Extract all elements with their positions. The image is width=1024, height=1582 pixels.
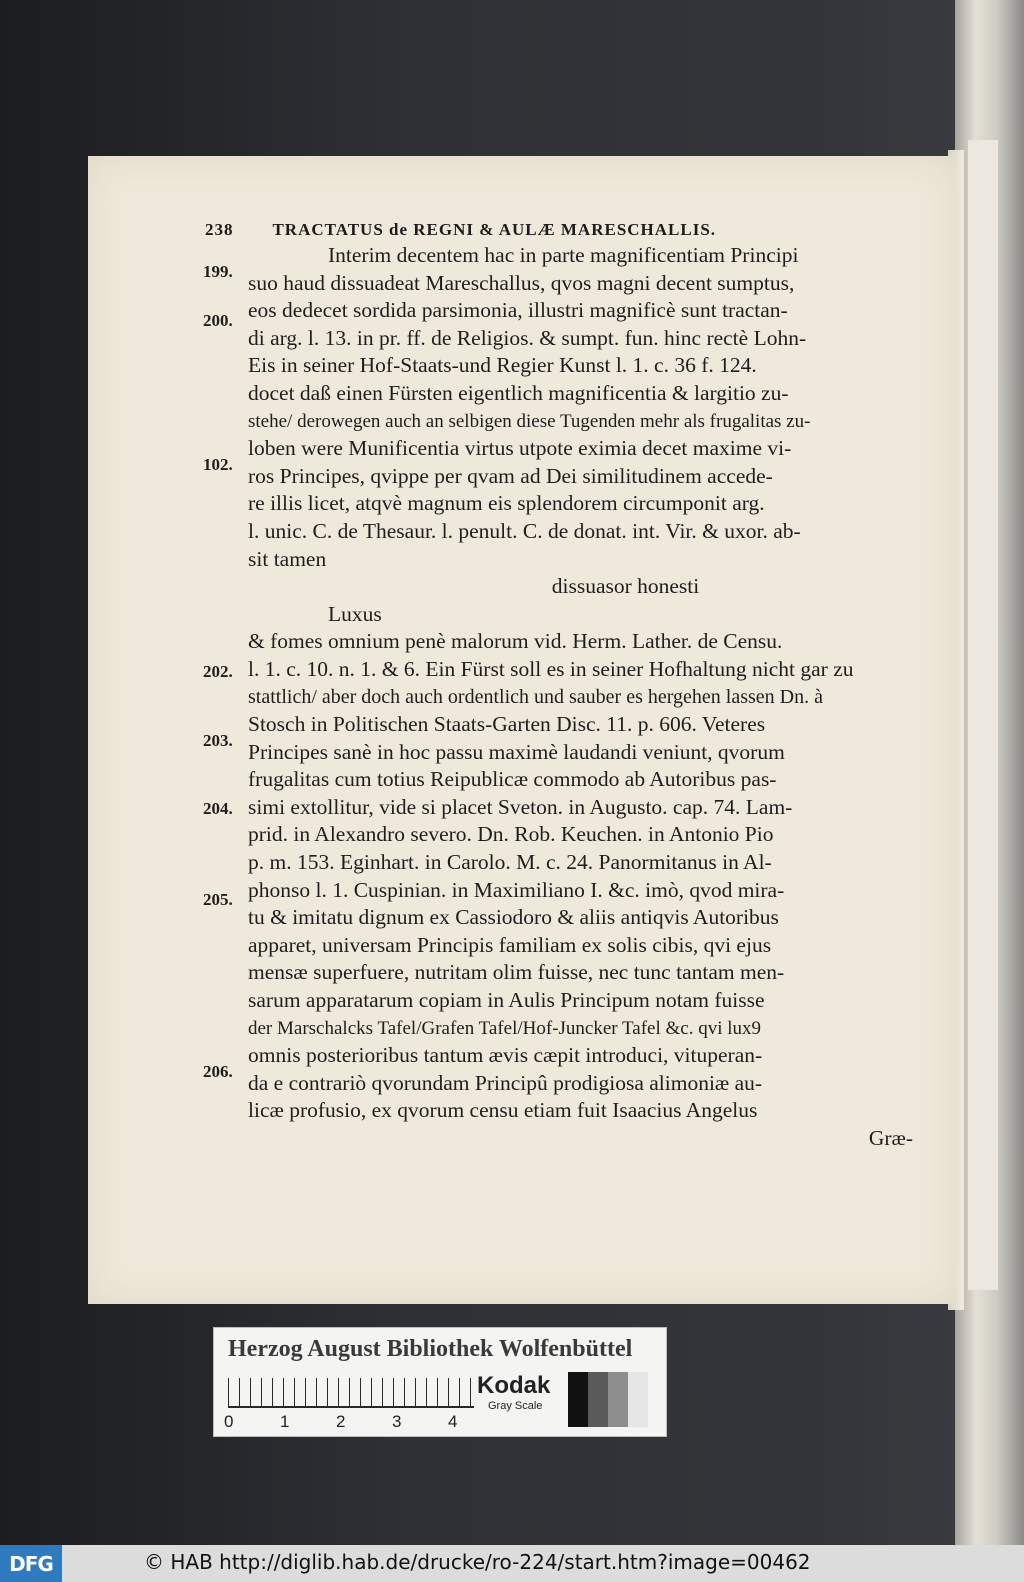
text-line: mensæ superfuere, nutritam olim fuisse, nec tunc tantam men- (248, 960, 785, 985)
text-line: ros Principes, qvippe per qvam ad Dei similitudinem accede- (248, 463, 773, 488)
text-line: der Marschalcks Tafel/Grafen Tafel/Hof-Juncker Tafel &c. qvi lux9 (248, 1017, 762, 1039)
text-line: sarum apparatarum copiam in Aulis Principum notam fuisse (248, 988, 765, 1013)
margin-number: 203. (203, 731, 233, 750)
catchword: Græ- (868, 1126, 913, 1150)
ruler-scale (228, 1378, 474, 1408)
ruler-number: 3 (392, 1412, 402, 1431)
text-line: p. m. 153. Eginhart. in Carolo. M. c. 24. Panormitanus in Al- (248, 850, 772, 875)
gray-patch (568, 1372, 588, 1427)
text-line: prid. in Alexandro severo. Dn. Rob. Keuchen. in Antonio Pio (248, 822, 774, 847)
footer-bar (0, 1545, 1024, 1582)
margin-number: 102. (203, 455, 233, 474)
text-line: eos dedecet sordida parsimonia, illustri magnificè sunt tractan- (248, 298, 788, 323)
gray-patch (588, 1372, 608, 1427)
kodak-subtitle: Gray Scale (488, 1400, 543, 1412)
margin-number: 205. (203, 890, 233, 909)
book-page-edge (968, 140, 998, 1290)
text-line: stehe/ derowegen auch an selbigen diese Tugenden mehr als frugalitas zu- (248, 410, 811, 432)
text-line: docet daß einen Fürsten eigentlich magnificentia & largitio zu- (248, 380, 789, 405)
margin-number: 204. (203, 799, 233, 818)
body-text (248, 242, 913, 1153)
text-line: Principes sanè in hoc passu maximè laudandi veniunt, qvorum (248, 739, 785, 764)
text-line: suo haud dissuadeat Mareschallus, qvos magni decent sumptus, (248, 270, 795, 295)
margin-number: 200. (203, 311, 233, 330)
kodak-logo: Kodak (477, 1372, 551, 1399)
text-line: Luxus (328, 601, 382, 626)
page-number: 238 (205, 220, 234, 239)
library-name: Herzog August Bibliothek Wolfenbüttel (228, 1336, 633, 1362)
text-line: licæ profusio, ex qvorum censu etiam fuit Isaacius Angelus (248, 1098, 758, 1123)
gray-patch (608, 1372, 628, 1427)
text-line: simi extollitur, vide si placet Sveton. in Augusto. cap. 74. Lam- (248, 794, 793, 819)
dfg-logo[interactable]: DFG (0, 1545, 62, 1582)
ruler-numbers (224, 1412, 484, 1432)
text-line: stattlich/ aber doch auch ordentlich und sauber es hergehen lassen Dn. à (248, 685, 823, 708)
text-line: & fomes omnium penè malorum vid. Herm. Lather. de Censu. (248, 629, 783, 654)
ruler-number: 1 (280, 1412, 290, 1431)
library-color-card (213, 1327, 667, 1437)
text-line: da e contrariò qvorundam Principû prodigiosa alimoniæ au- (248, 1070, 763, 1095)
running-head-title: TRACTATUS de REGNI & AULÆ MARESCHALLIS. (272, 220, 717, 239)
text-line: omnis posterioribus tantum ævis cæpit introduci, vituperan- (248, 1043, 763, 1068)
gray-patch (628, 1372, 648, 1427)
margin-number: 199. (203, 262, 233, 281)
margin-number: 206. (203, 1062, 233, 1081)
text-line: Eis in seiner Hof-Staats-und Regier Kunst l. 1. c. 36 f. 124. (248, 353, 757, 378)
text-line: l. unic. C. de Thesaur. l. penult. C. de donat. int. Vir. & uxor. ab- (248, 518, 801, 543)
text-line: loben were Munificentia virtus utpote eximia decet maxime vi- (248, 436, 792, 461)
text-line: Stosch in Politischen Staats-Garten Disc. 11. p. 606. Veteres (248, 712, 766, 737)
text-line: Interim decentem hac in parte magnificentiam Principi (328, 243, 799, 267)
ruler-number: 2 (336, 1412, 346, 1431)
gray-scale-patches (568, 1372, 648, 1427)
text-line: di arg. l. 13. in pr. ff. de Religios. & sumpt. fun. hinc rectè Lohn- (248, 325, 807, 350)
text-line: tu & imitatu dignum ex Cassiodoro & aliis antiqvis Autoribus (248, 905, 779, 930)
margin-number: 202. (203, 662, 233, 681)
text-line: phonso l. 1. Cuspinian. in Maximiliano I. &c. imò, qvod mira- (248, 877, 785, 902)
text-line: sit tamen (248, 546, 327, 571)
text-line: apparet, universam Principis familiam ex solis cibis, qvi ejus (248, 932, 772, 957)
ruler-number: 4 (448, 1412, 458, 1431)
ruler-number: 0 (224, 1412, 234, 1431)
text-line: frugalitas cum totius Reipublicæ commodo ab Autoribus pas- (248, 767, 777, 792)
copyright-link[interactable]: © HAB http://diglib.hab.de/drucke/ro-224/start.htm?image=00462 (144, 1550, 811, 1574)
text-line: dissuasor honesti (551, 574, 700, 599)
text-line: l. 1. c. 10. n. 1. & 6. Ein Fürst soll es in seiner Hofhaltung nicht gar zu (248, 656, 854, 681)
running-head (205, 220, 925, 240)
text-line: re illis licet, atqvè magnum eis splendorem circumponit arg. (248, 491, 765, 516)
